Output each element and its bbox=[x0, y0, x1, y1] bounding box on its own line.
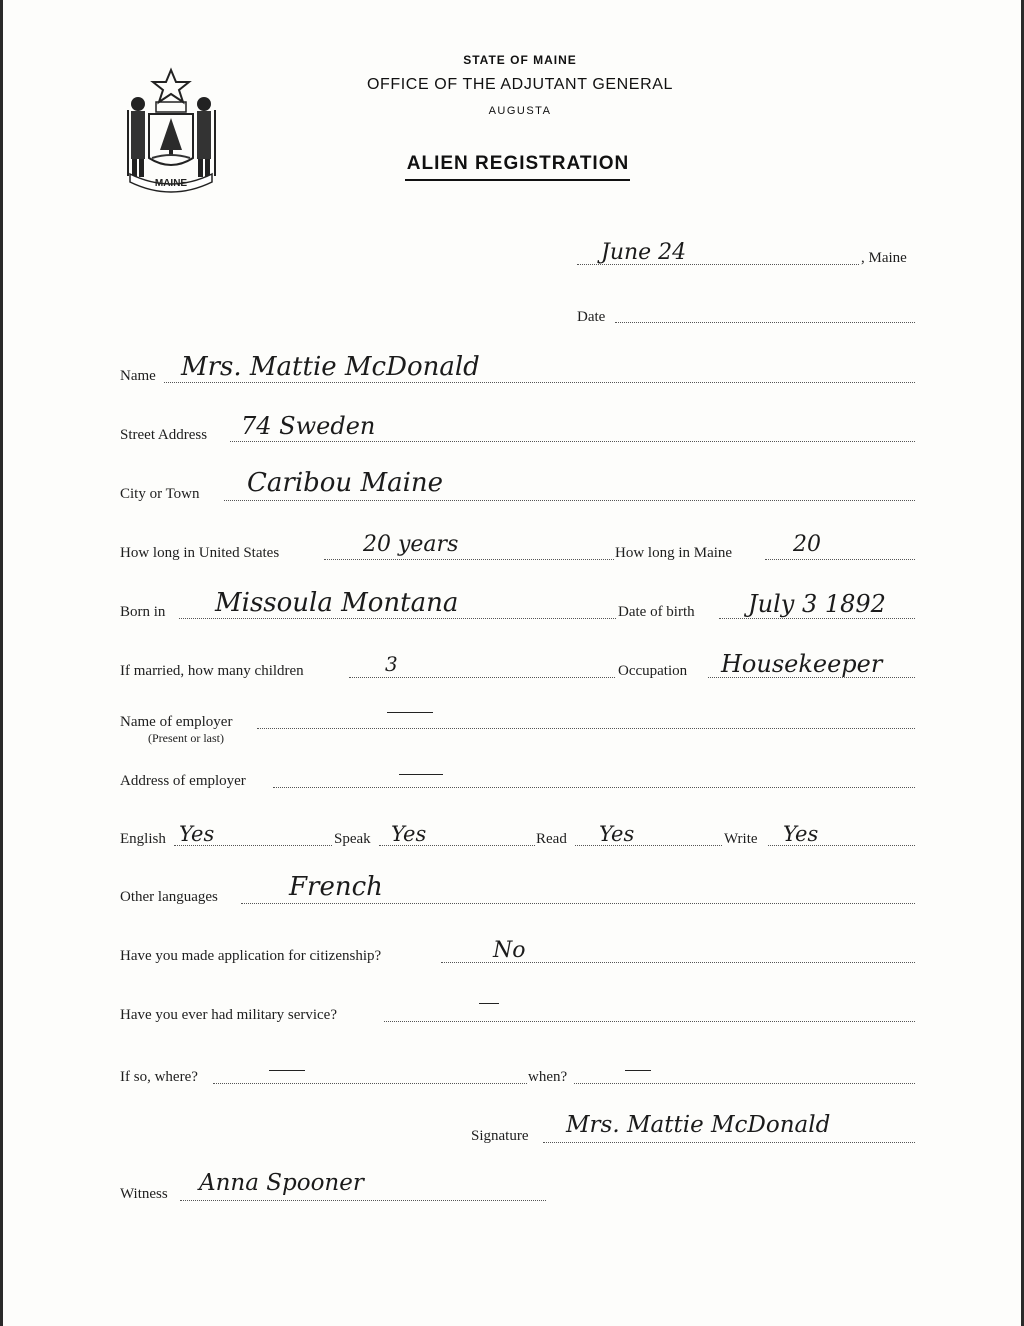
employer-dash-mark bbox=[387, 712, 433, 713]
employer-address-line[interactable] bbox=[273, 787, 915, 788]
write-entry[interactable]: Yes bbox=[783, 822, 819, 846]
other-lang-entry[interactable]: French bbox=[289, 872, 383, 902]
read-line bbox=[575, 845, 722, 846]
read-label: Read bbox=[536, 831, 567, 847]
citizenship-label: Have you made application for citizenship? bbox=[120, 948, 382, 964]
street-label: Street Address bbox=[120, 427, 208, 443]
write-label: Write bbox=[724, 831, 758, 847]
english-label: English bbox=[120, 831, 166, 847]
occupation-entry[interactable]: Housekeeper bbox=[721, 650, 883, 678]
born-in-line bbox=[179, 618, 616, 619]
military-dash-mark bbox=[479, 1003, 499, 1004]
seal-banner-text: MAINE bbox=[154, 178, 188, 189]
city-label: City or Town bbox=[120, 486, 200, 502]
when-line[interactable] bbox=[574, 1083, 915, 1084]
read-entry[interactable]: Yes bbox=[599, 822, 635, 846]
how-long-maine-entry[interactable]: 20 bbox=[793, 532, 821, 557]
children-line bbox=[349, 677, 615, 678]
witness-entry[interactable]: Anna Spooner bbox=[199, 1170, 364, 1196]
how-long-us-entry[interactable]: 20 years bbox=[363, 532, 459, 557]
form-title bbox=[3, 153, 1024, 181]
born-in-label: Born in bbox=[120, 604, 166, 620]
employer-address-dash-mark bbox=[399, 774, 443, 775]
city-line bbox=[224, 500, 915, 501]
date-line[interactable] bbox=[615, 322, 915, 323]
name-line bbox=[164, 382, 915, 383]
how-long-maine-label: How long in Maine bbox=[615, 545, 733, 561]
other-lang-label: Other languages bbox=[120, 889, 218, 905]
witness-line bbox=[180, 1200, 546, 1201]
other-lang-line bbox=[241, 903, 915, 904]
street-line bbox=[230, 441, 915, 442]
when-label: when? bbox=[528, 1069, 568, 1085]
signature-label: Signature bbox=[471, 1128, 529, 1144]
how-long-us-line bbox=[324, 559, 614, 560]
employer-line[interactable] bbox=[257, 728, 915, 729]
header-state: STATE OF MAINE bbox=[463, 53, 577, 67]
signature-entry[interactable]: Mrs. Mattie McDonald bbox=[566, 1112, 831, 1138]
if-so-label: If so, where? bbox=[120, 1069, 198, 1085]
name-entry[interactable]: Mrs. Mattie McDonald bbox=[181, 352, 480, 382]
employer-label: Name of employer bbox=[120, 714, 233, 730]
citizenship-entry[interactable]: No bbox=[493, 938, 526, 963]
date-label: Date bbox=[577, 309, 606, 325]
city-entry[interactable]: Caribou Maine bbox=[247, 468, 444, 498]
employer-address-label: Address of employer bbox=[120, 773, 246, 789]
dob-entry[interactable]: July 3 1892 bbox=[748, 590, 886, 618]
name-label: Name bbox=[120, 368, 156, 384]
when-dash-mark bbox=[625, 1070, 651, 1071]
signature-line bbox=[543, 1142, 915, 1143]
street-entry[interactable]: 74 Sweden bbox=[241, 412, 376, 440]
place-date-entry[interactable]: June 24 bbox=[601, 240, 687, 265]
form-title-text: ALIEN REGISTRATION bbox=[405, 153, 630, 181]
occupation-label: Occupation bbox=[618, 663, 688, 679]
born-in-entry[interactable]: Missoula Montana bbox=[215, 588, 459, 618]
how-long-us-label: How long in United States bbox=[120, 545, 280, 561]
header-office: OFFICE OF THE ADJUTANT GENERAL bbox=[366, 76, 674, 93]
witness-label: Witness bbox=[120, 1186, 168, 1202]
where-dash-mark bbox=[269, 1070, 305, 1071]
english-entry[interactable]: Yes bbox=[179, 822, 215, 846]
speak-label: Speak bbox=[334, 831, 371, 847]
military-line[interactable] bbox=[384, 1021, 915, 1022]
where-line[interactable] bbox=[213, 1083, 527, 1084]
speak-entry[interactable]: Yes bbox=[391, 822, 427, 846]
dob-label: Date of birth bbox=[618, 604, 695, 620]
header-city: AUGUSTA bbox=[488, 105, 552, 117]
military-label: Have you ever had military service? bbox=[120, 1007, 337, 1023]
children-label: If married, how many children bbox=[120, 663, 304, 679]
dob-line bbox=[719, 618, 915, 619]
how-long-maine-line bbox=[765, 559, 915, 560]
children-entry[interactable]: 3 bbox=[385, 652, 398, 676]
employer-sublabel: (Present or last) bbox=[148, 731, 224, 745]
place-suffix-label: , Maine bbox=[861, 250, 907, 266]
